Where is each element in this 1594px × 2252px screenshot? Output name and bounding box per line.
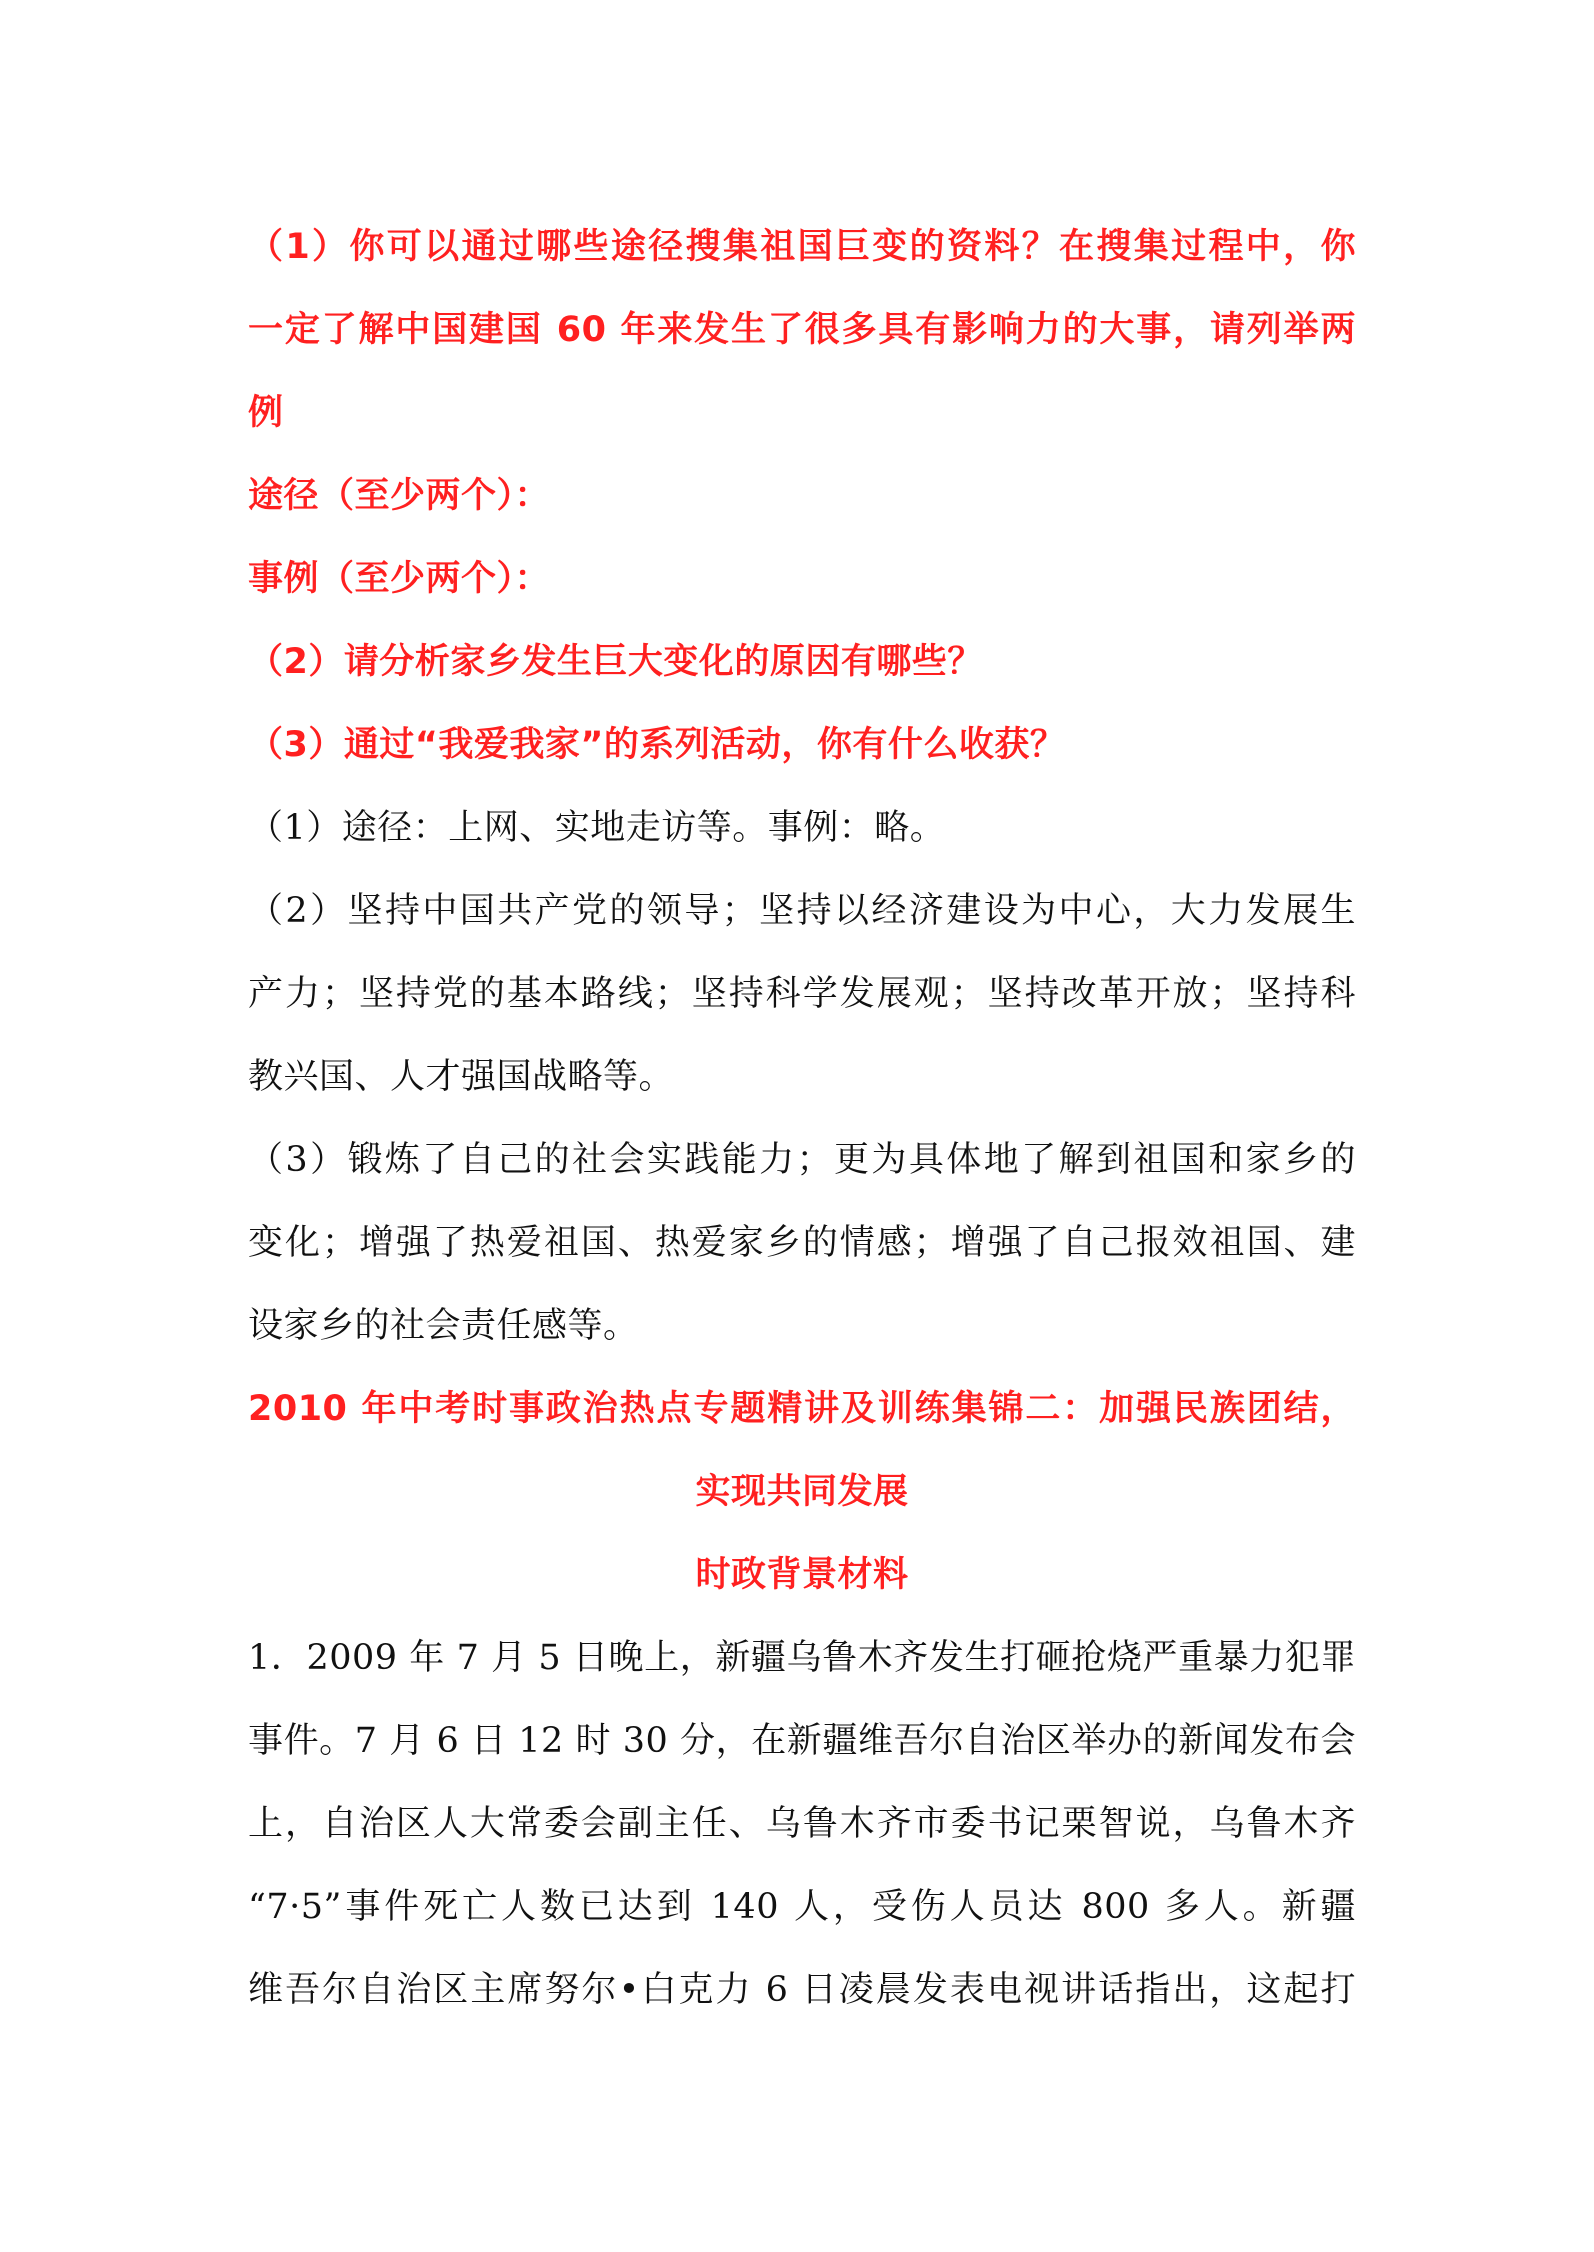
example-prompt: 事例（至少两个）： (248, 559, 551, 599)
answer-3-line-1: （3）锻炼了自己的社会实践能力；更为具体地了解到祖国和家乡的 (248, 1140, 1356, 1180)
material-line-4: “7·5”事件死亡人数已达到 140 人，受伤人员达 800 多人。新疆 (248, 1887, 1356, 1927)
material-line-3: 上，自治区人大常委会副主任、乌鲁木齐市委书记栗智说，乌鲁木齐 (248, 1804, 1356, 1844)
answer-1: （1）途径：上网、实地走访等。事例：略。 (248, 808, 946, 848)
question-1-line-1: （1）你可以通过哪些途径搜集祖国巨变的资料？在搜集过程中，你 (248, 227, 1356, 267)
answer-2-line-2: 产力；坚持党的基本路线；坚持科学发展观；坚持改革开放；坚持科 (248, 974, 1356, 1014)
question-2: （2）请分析家乡发生巨大变化的原因有哪些？ (248, 642, 983, 682)
section-title-line-1: 2010 年中考时事政治热点专题精讲及训练集锦二：加强民族团结， (248, 1389, 1356, 1429)
answer-2-line-3: 教兴国、人才强国战略等。 (248, 1057, 675, 1097)
material-line-1: 1．2009 年 7 月 5 日晚上，新疆乌鲁木齐发生打砸抢烧严重暴力犯罪 (248, 1638, 1356, 1678)
section-subtitle: 时政背景材料 (695, 1555, 909, 1595)
question-1-line-2: 一定了解中国建国 60 年来发生了很多具有影响力的大事，请列举两 (248, 310, 1356, 350)
section-title-line-2: 实现共同发展 (695, 1472, 909, 1512)
answer-2-line-1: （2）坚持中国共产党的领导；坚持以经济建设为中心，大力发展生 (248, 891, 1356, 931)
document-body (248, 206, 1356, 2032)
question-1-line-3: 例 (248, 393, 284, 433)
answer-3-line-3: 设家乡的社会责任感等。 (248, 1306, 639, 1346)
answer-3-line-2: 变化；增强了热爱祖国、热爱家乡的情感；增强了自己报效祖国、建 (248, 1223, 1356, 1263)
material-line-5: 维吾尔自治区主席努尔•白克力 6 日凌晨发表电视讲话指出，这起打 (248, 1970, 1356, 2010)
route-prompt: 途径（至少两个）： (248, 476, 551, 516)
material-line-2: 事件。7 月 6 日 12 时 30 分，在新疆维吾尔自治区举办的新闻发布会 (248, 1721, 1356, 1761)
question-3: （3）通过“我爱我家”的系列活动，你有什么收获？ (248, 725, 1066, 765)
